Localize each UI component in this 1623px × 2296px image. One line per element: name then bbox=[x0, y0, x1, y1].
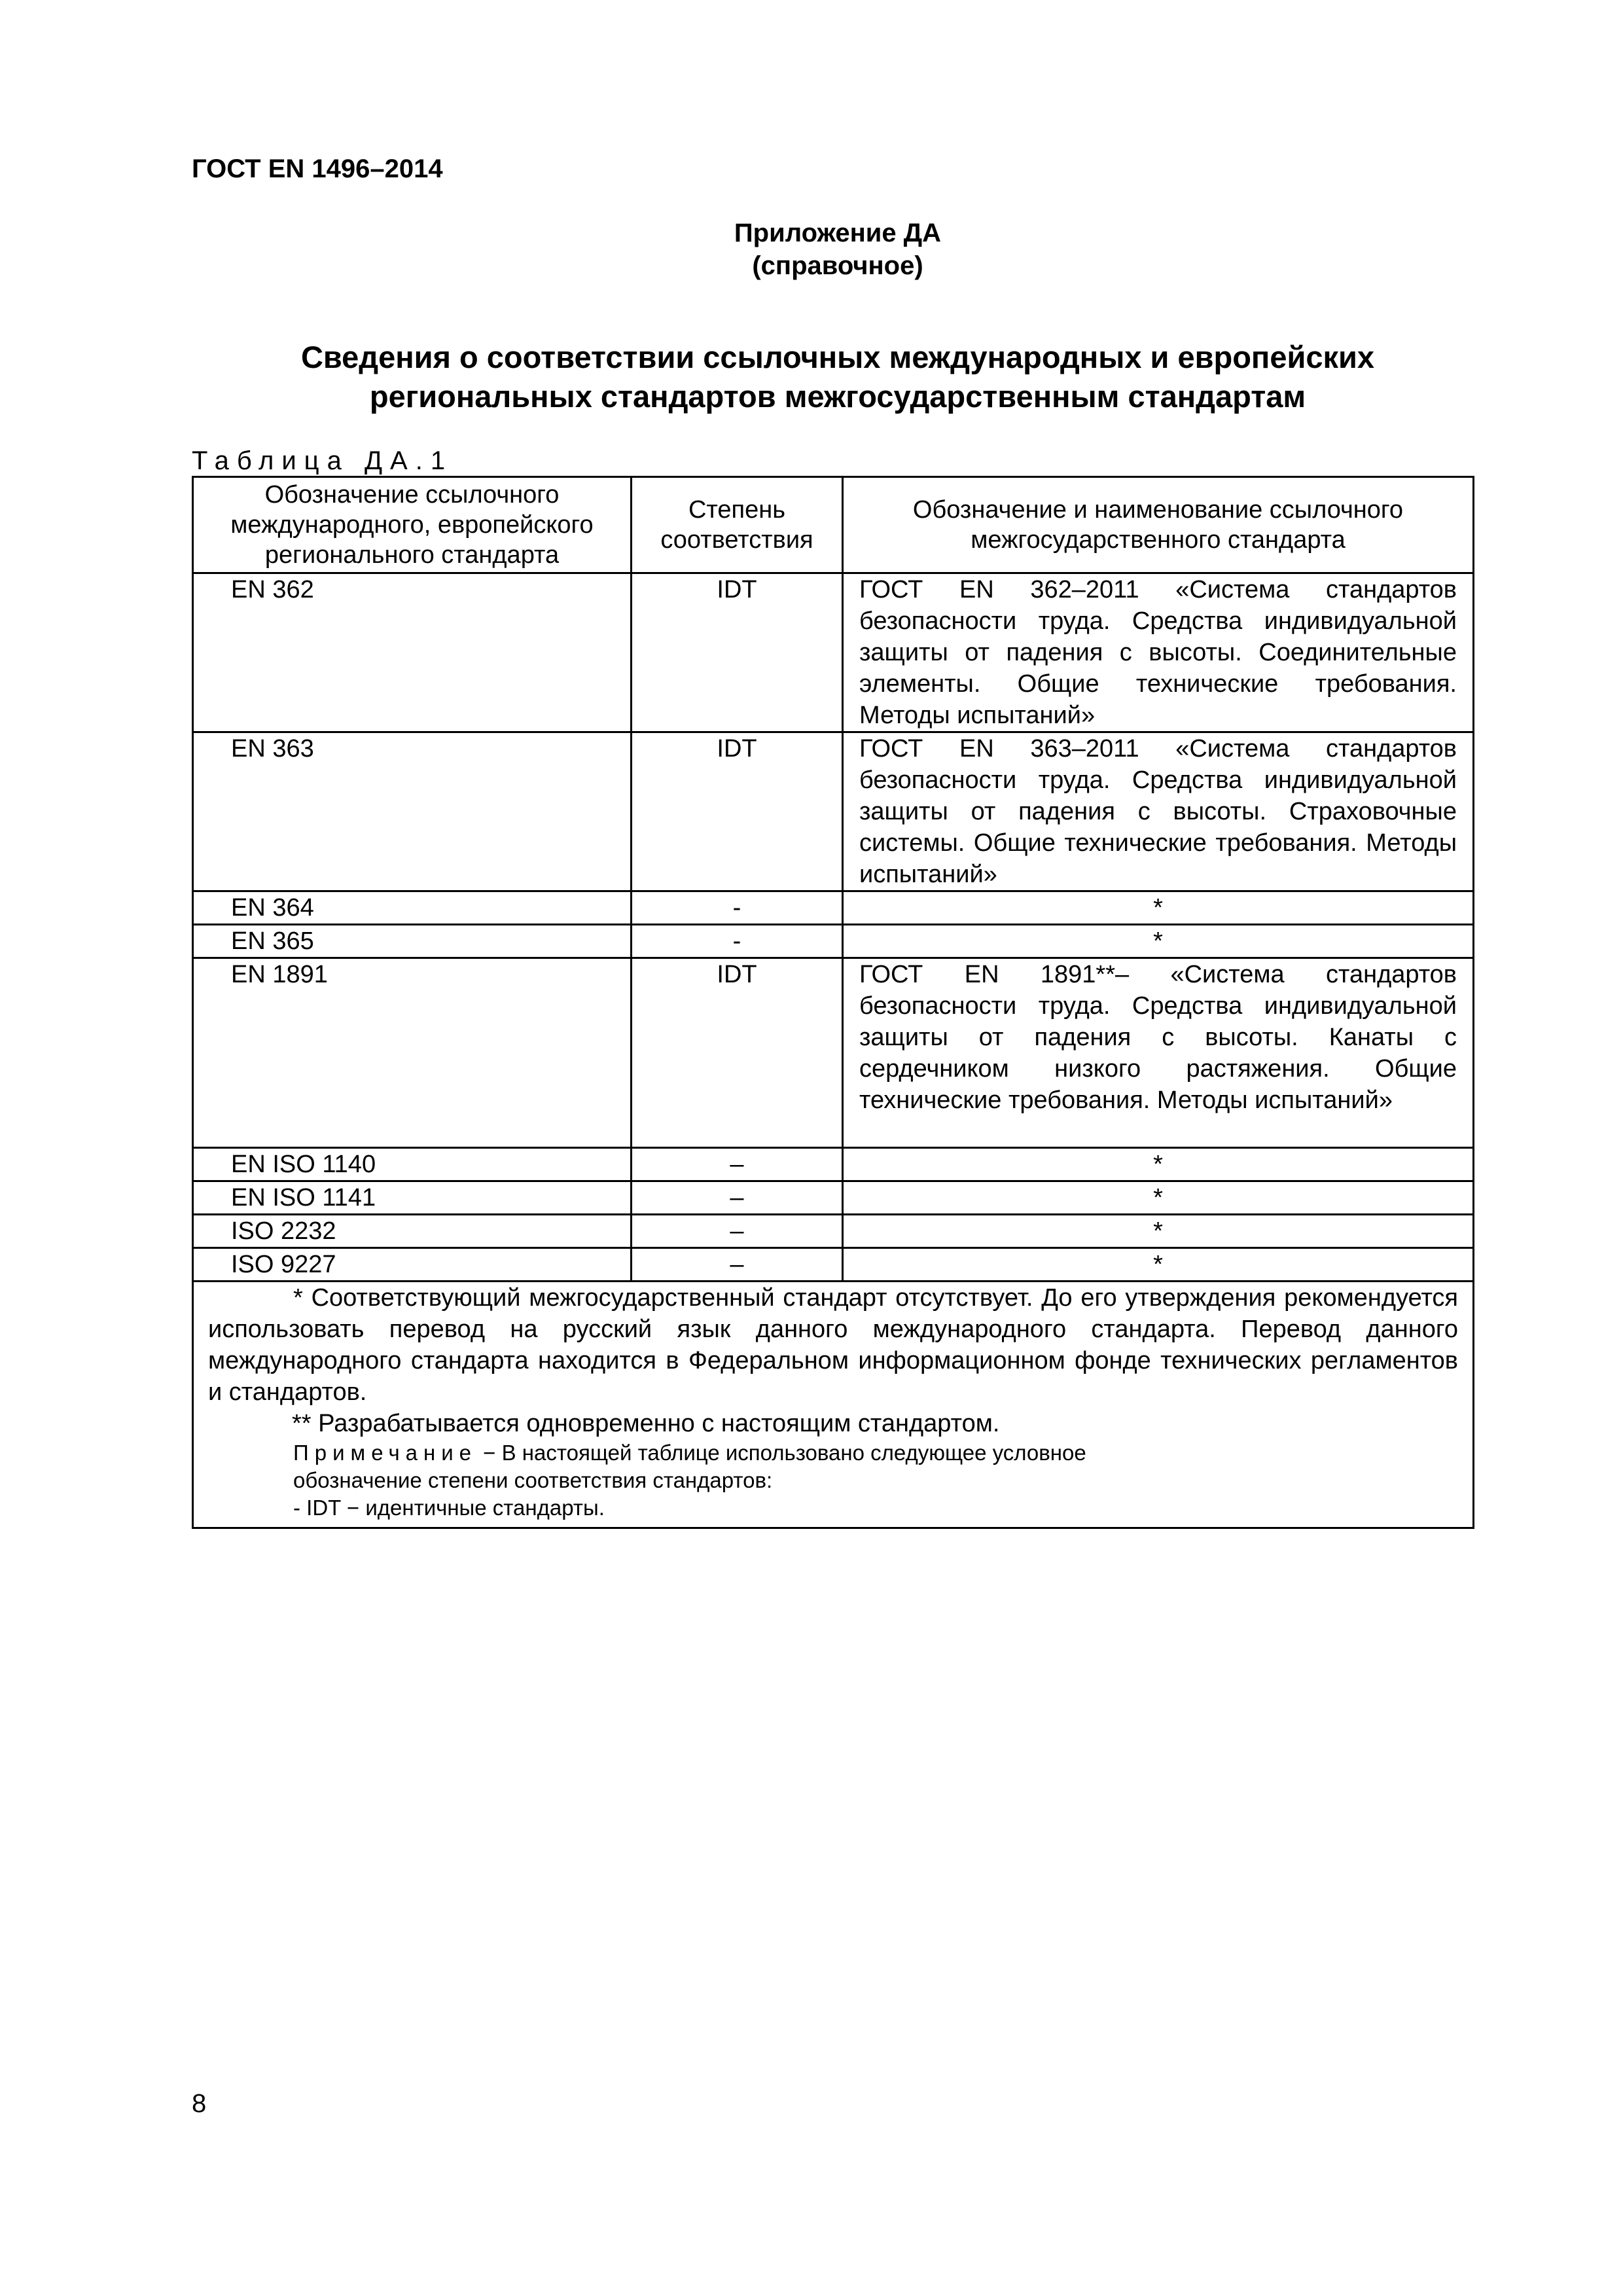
cell-degree: – bbox=[632, 1148, 843, 1181]
table-footnotes bbox=[193, 1282, 1474, 1528]
main-title-line-1: Сведения о соответствии ссылочных международных и европейских bbox=[300, 340, 1375, 374]
annex-status: (справочное) bbox=[752, 251, 923, 280]
cell-degree: – bbox=[632, 1248, 843, 1282]
column-header-degree: Степень соответствия bbox=[632, 477, 843, 573]
cell-degree: - bbox=[632, 891, 843, 925]
table-row bbox=[193, 1181, 1474, 1215]
document-designation: ГОСТ EN 1496–2014 bbox=[192, 154, 443, 183]
table-note bbox=[208, 1439, 1458, 1467]
annex-title: Приложение ДА bbox=[734, 219, 942, 247]
cell-national: ГОСТ EN 1891**– «Система стандартов безопасности труда. Средства индивидуальной защиты от падения с высоты. Канаты с сердечником низкого растяжения. Общие технические требования. Методы испытаний» bbox=[843, 958, 1474, 1148]
cell-reference: EN 1891 bbox=[193, 958, 632, 1148]
cell-reference: EN ISO 1141 bbox=[193, 1181, 632, 1215]
table-row bbox=[193, 732, 1474, 891]
cell-national: * bbox=[843, 1148, 1474, 1181]
table-row bbox=[193, 891, 1474, 925]
cell-degree: – bbox=[632, 1215, 843, 1248]
note-text: − В настоящей таблице использовано следующее условное bbox=[477, 1441, 1086, 1465]
cell-national: ГОСТ EN 362–2011 «Система стандартов безопасности труда. Средства индивидуальной защиты от падения с высоты. Соединительные элементы. Общие технические требования. Методы испытаний» bbox=[843, 573, 1474, 732]
cell-reference: EN 365 bbox=[193, 925, 632, 958]
cell-national: * bbox=[843, 925, 1474, 958]
footnote-double-asterisk: ** Разрабатывается одновременно с настоящим стандартом. bbox=[292, 1410, 1000, 1437]
cell-degree: - bbox=[632, 925, 843, 958]
cell-reference: EN 362 bbox=[193, 573, 632, 732]
cell-reference: ISO 9227 bbox=[193, 1248, 632, 1282]
page-number: 8 bbox=[192, 2089, 207, 2118]
table-row bbox=[193, 925, 1474, 958]
cell-reference: EN 364 bbox=[193, 891, 632, 925]
cell-national: * bbox=[843, 891, 1474, 925]
table-row bbox=[193, 1248, 1474, 1282]
table-footer-row bbox=[193, 1282, 1474, 1528]
note-line-2: обозначение степени соответствия стандартов: bbox=[293, 1468, 773, 1492]
cell-national: * bbox=[843, 1215, 1474, 1248]
cell-reference: EN 363 bbox=[193, 732, 632, 891]
cell-national: * bbox=[843, 1248, 1474, 1282]
table-row bbox=[193, 1215, 1474, 1248]
column-header-national: Обозначение и наименование ссылочного межгосударственного стандарта bbox=[843, 477, 1474, 573]
cell-reference: ISO 2232 bbox=[193, 1215, 632, 1248]
table-row bbox=[193, 573, 1474, 732]
main-title-line-2: региональных стандартов межгосударственным стандартам bbox=[369, 379, 1306, 414]
note-line-3: - IDT − идентичные стандарты. bbox=[293, 1496, 605, 1520]
cell-national: ГОСТ EN 363–2011 «Система стандартов безопасности труда. Средства индивидуальной защиты от падения с высоты. Страховочные системы. Общие технические требования. Методы испытаний» bbox=[843, 732, 1474, 891]
note-label: Примечание bbox=[293, 1441, 478, 1465]
table-header-row bbox=[193, 477, 1474, 573]
table-row bbox=[193, 958, 1474, 1148]
cell-reference: EN ISO 1140 bbox=[193, 1148, 632, 1181]
correspondence-table bbox=[192, 476, 1474, 1529]
footnote-single-asterisk: * Соответствующий межгосударственный стандарт отсутствует. До его утверждения рекомендуется использовать перевод на русский язык данного международного стандарта. Перевод данного международного стандарта находится в Федеральном информационном фонде технических регламентов и стандартов. bbox=[208, 1284, 1458, 1406]
column-header-reference: Обозначение ссылочного международного, европейского регионального стандарта bbox=[193, 477, 632, 573]
cell-degree: – bbox=[632, 1181, 843, 1215]
table-row bbox=[193, 1148, 1474, 1181]
table-caption: Таблица ДА.1 bbox=[192, 446, 454, 475]
cell-degree: IDT bbox=[632, 732, 843, 891]
cell-degree: IDT bbox=[632, 573, 843, 732]
cell-degree: IDT bbox=[632, 958, 843, 1148]
cell-national: * bbox=[843, 1181, 1474, 1215]
